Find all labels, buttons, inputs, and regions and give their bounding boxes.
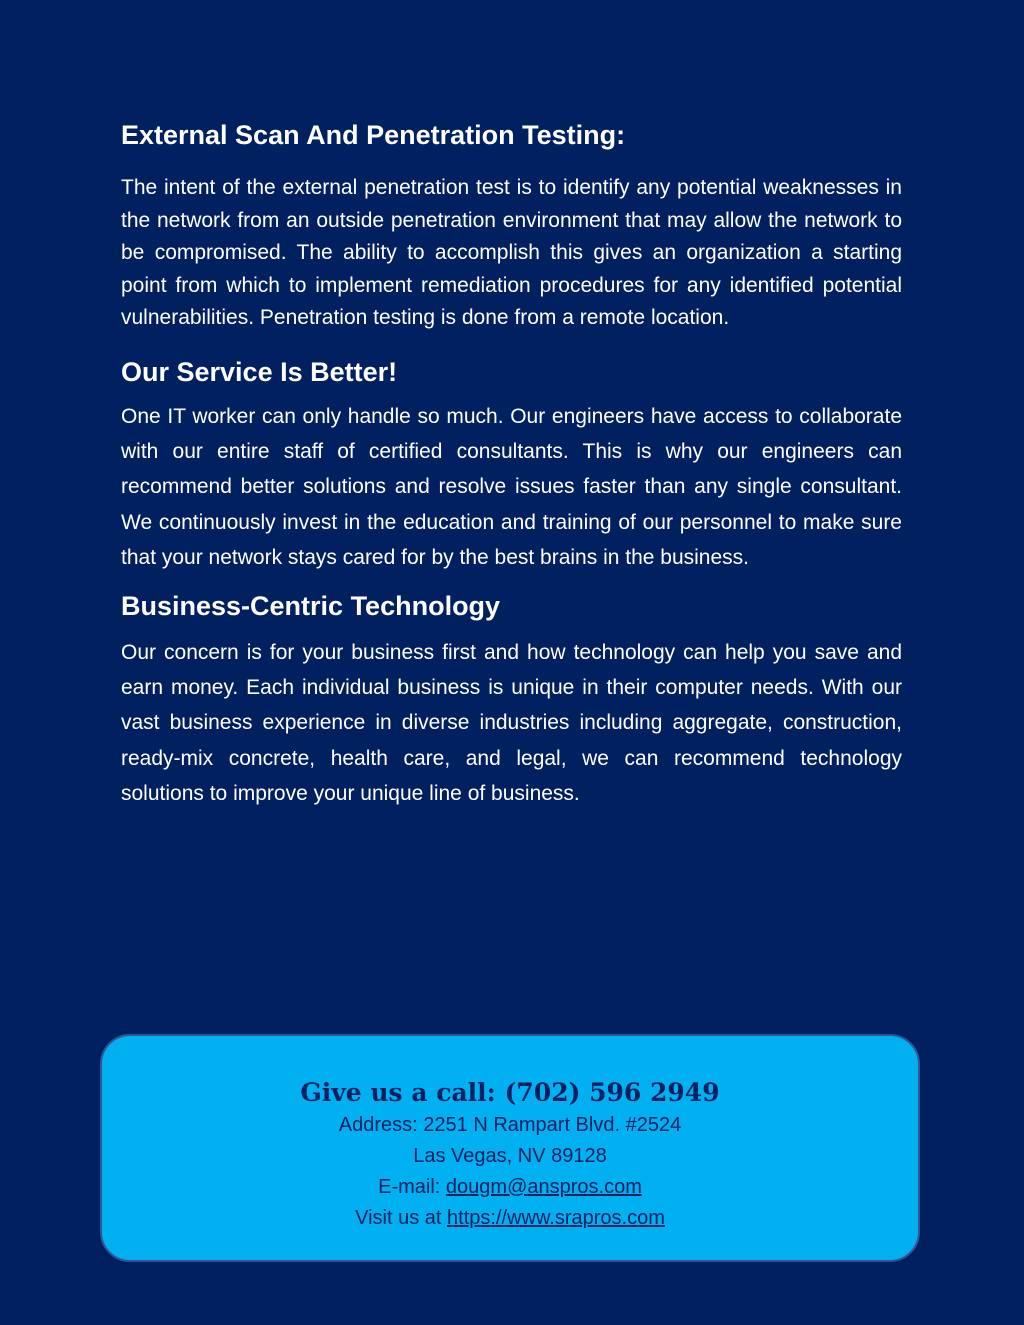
address-line [102, 1110, 918, 1141]
section-heading-business-tech: Business-Centric Technology [121, 590, 501, 621]
section-heading-service: Our Service Is Better! [121, 356, 398, 387]
email-line [102, 1172, 918, 1203]
city-line: Las Vegas, NV 89128 [413, 1145, 607, 1167]
address-value: 2251 N Rampart Blvd. #2524 [423, 1114, 682, 1136]
address-label: Address: [338, 1114, 424, 1136]
website-line [102, 1203, 918, 1234]
phone-call-line: Give us a call: (702) 596 2949 [300, 1078, 720, 1107]
email-link[interactable]: dougm@anspros.com [445, 1176, 642, 1198]
website-label: Visit us at [355, 1207, 448, 1229]
website-link[interactable]: https://www.srapros.com [447, 1207, 665, 1229]
section-heading-external-scan: External Scan And Penetration Testing: [121, 120, 626, 150]
email-label: E-mail: [378, 1176, 446, 1198]
contact-box [100, 1034, 920, 1262]
section-body-external-scan: The intent of the external penetration test is to identify any potential weaknesses in the network from an outside penetration environment that may allow the network to be compromised. The ability to accomplish this gives an organization a starting point from which to implement remediation procedures for any identified potential vulnerabilities. Penetration testing is done from a remote location. [121, 176, 902, 330]
section-body-business-tech: Our concern is for your business first and how technology can help you save and earn money. Each individual business is unique in their computer needs. With our vast business experience in diverse industries including aggregate, construction, ready-mix concrete, health care, and legal, we can recommend technology solutions to improve your unique line of business. [121, 640, 902, 805]
main-content [121, 118, 902, 811]
section-body-service: One IT worker can only handle so much. Our engineers have access to collaborate with our entire staff of certified consultants. This is why our engineers can recommend better solutions and resolve issues faster than any single consultant. We continuously invest in the education and training of our personnel to make sure that your network stays cared for by the best brains in the business. [121, 404, 902, 569]
